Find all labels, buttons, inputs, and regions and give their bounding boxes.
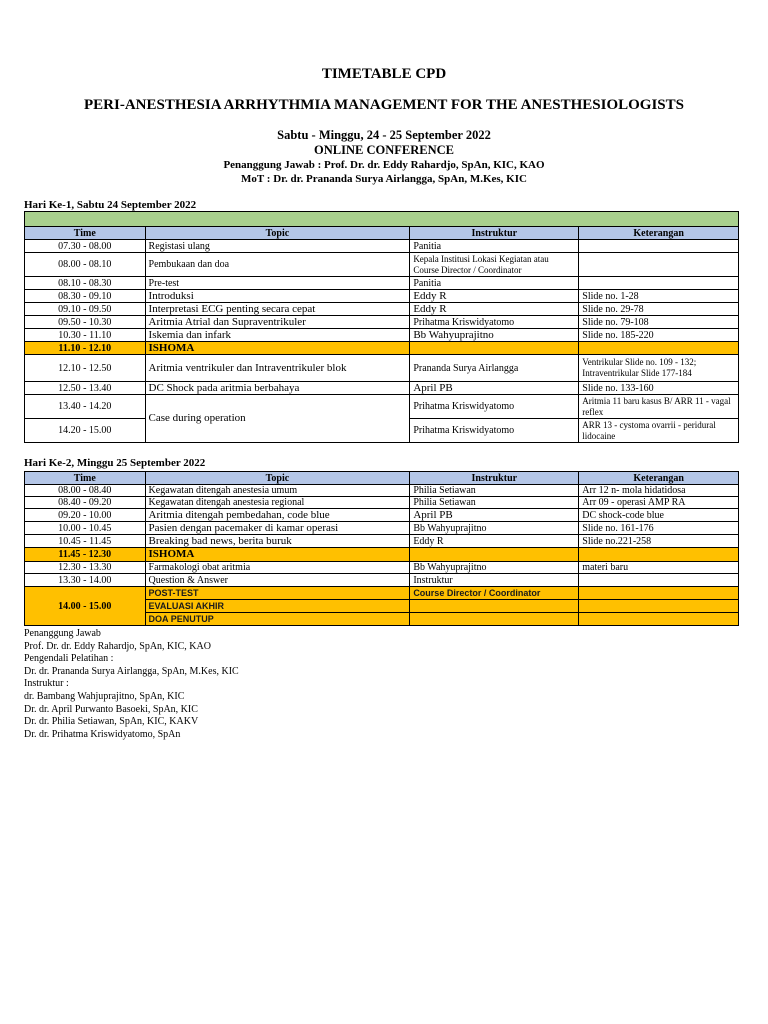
time-cell: 08.00 - 08.40 [25, 485, 146, 497]
time-cell: 08.00 - 08.10 [25, 253, 146, 277]
closing-prayer-label: DOA PENUTUP [145, 613, 410, 626]
time-cell: 08.40 - 09.20 [25, 497, 146, 509]
time-cell: 12.50 - 13.40 [25, 382, 146, 395]
instructor-cell: April PB [410, 382, 579, 395]
topic-cell: Pre-test [145, 277, 410, 290]
notes-cell: Slide no. 161-176 [579, 522, 739, 535]
topic-cell: Introduksi [145, 290, 410, 303]
instructor-cell [410, 548, 579, 562]
day1-timetable [24, 211, 739, 443]
course-title: PERI-ANESTHESIA ARRHYTHMIA MANAGEMENT FOR THE ANESTHESIOLOGISTS [84, 97, 684, 113]
post-test-label: POST-TEST [145, 587, 410, 600]
topic-cell: Question & Answer [145, 574, 410, 587]
notes-cell [579, 277, 739, 290]
green-band [25, 212, 739, 227]
time-cell: 09.10 - 09.50 [25, 303, 146, 316]
table-row [25, 535, 739, 548]
notes-cell: ARR 13 - cystoma ovarrii - peridural lidocaine [579, 419, 739, 443]
col-topic-header: Topic [145, 227, 410, 240]
instructor-cell: Panitia [410, 277, 579, 290]
conference-type: ONLINE CONFERENCE [314, 143, 454, 157]
footer-credits [24, 628, 239, 741]
instructor-cell: Eddy R [410, 290, 579, 303]
table-header [25, 472, 739, 485]
topic-cell: Kegawatan ditengah anestesia regional [145, 497, 410, 509]
time-cell: 12.30 - 13.30 [25, 562, 146, 574]
topic-cell: Registasi ulang [145, 240, 410, 253]
instructor-cell: Instruktur [410, 574, 579, 587]
table-row [25, 303, 739, 316]
time-cell: 07.30 - 08.00 [25, 240, 146, 253]
time-cell: 13.40 - 14.20 [25, 395, 146, 419]
instructor-cell [410, 613, 579, 626]
instructor-cell: Course Director / Coordinator [410, 587, 579, 600]
instructor-cell: Prihatma Kriswidyatomo [410, 316, 579, 329]
topic-cell: Aritmia ventrikuler dan Intraventrikuler blok [145, 355, 410, 382]
time-cell: 10.00 - 10.45 [25, 522, 146, 535]
table-row [25, 240, 739, 253]
table-row [25, 497, 739, 509]
instructor-cell: Philia Setiawan [410, 497, 579, 509]
notes-cell: Slide no. 29-78 [579, 303, 739, 316]
break-row [25, 342, 739, 355]
time-cell: 08.30 - 09.10 [25, 290, 146, 303]
time-cell: 10.45 - 11.45 [25, 535, 146, 548]
col-notes-header: Keterangan [579, 227, 739, 240]
notes-cell: Slide no. 79-108 [579, 316, 739, 329]
instructor-cell: Bb Wahyuprajitno [410, 329, 579, 342]
table-row [25, 355, 739, 382]
notes-cell: Arr 12 n- mola hidatidosa [579, 485, 739, 497]
topic-cell: Farmakologi obat aritmia [145, 562, 410, 574]
topic-cell: DC Shock pada aritmia berbahaya [145, 382, 410, 395]
day2-timetable [24, 471, 739, 626]
notes-cell [579, 253, 739, 277]
time-cell: 08.10 - 08.30 [25, 277, 146, 290]
instructor-cell: April PB [410, 509, 579, 522]
instructor-cell: Panitia [410, 240, 579, 253]
notes-cell: DC shock-code blue [579, 509, 739, 522]
table-row [25, 587, 739, 600]
table-header [25, 227, 739, 240]
col-instructor-header: Instruktur [410, 472, 579, 485]
person-in-charge: Penanggung Jawab : Prof. Dr. dr. Eddy Rahardjo, SpAn, KIC, KAO [223, 159, 545, 171]
break-label: ISHOMA [145, 548, 410, 562]
final-evaluation-label: EVALUASI AKHIR [145, 600, 410, 613]
footer-line: Dr. dr. April Purwanto Basoeki, SpAn, KIC [24, 703, 198, 715]
topic-cell: Pembukaan dan doa [145, 253, 410, 277]
instructor-cell: Eddy R [410, 535, 579, 548]
table-row [25, 395, 739, 419]
time-cell: 10.30 - 11.10 [25, 329, 146, 342]
day2-title: Hari Ke-2, Minggu 25 September 2022 [24, 457, 206, 469]
notes-cell [579, 613, 739, 626]
notes-cell: Arr 09 - operasi AMP RA [579, 497, 739, 509]
col-time-header: Time [25, 227, 146, 240]
time-cell: 11.45 - 12.30 [25, 548, 146, 562]
time-cell: 14.20 - 15.00 [25, 419, 146, 443]
footer-line: dr. Bambang Wahjuprajitno, SpAn, KIC [24, 690, 185, 702]
time-cell: 09.20 - 10.00 [25, 509, 146, 522]
col-topic-header: Topic [145, 472, 410, 485]
topic-cell: Iskemia dan infark [145, 329, 410, 342]
table-row [25, 522, 739, 535]
table-row [25, 485, 739, 497]
instructor-cell: Prihatma Kriswidyatomo [410, 419, 579, 443]
instructor-cell [410, 600, 579, 613]
topic-cell: Case during operation [145, 395, 410, 443]
notes-cell [579, 240, 739, 253]
document-title: TIMETABLE CPD [321, 66, 447, 82]
table-row [25, 253, 739, 277]
notes-cell: Aritmia 11 baru kasus B/ ARR 11 - vagal reflex [579, 395, 739, 419]
topic-cell: Interpretasi ECG penting secara cepat [145, 303, 410, 316]
topic-cell: Aritmia ditengah pembedahan, code blue [145, 509, 410, 522]
instructor-cell [410, 342, 579, 355]
table-row [25, 290, 739, 303]
footer-line: Prof. Dr. dr. Eddy Rahardjo, SpAn, KIC, KAO [24, 640, 211, 652]
col-time-header: Time [25, 472, 146, 485]
topic-cell: Kegawatan ditengah anestesia umum [145, 485, 410, 497]
footer-line: Pengendali Pelatihan : [24, 653, 114, 665]
notes-cell [579, 600, 739, 613]
table-row [25, 509, 739, 522]
time-cell: 12.10 - 12.50 [25, 355, 146, 382]
instructor-cell: Bb Wahyuprajitno [410, 562, 579, 574]
notes-cell: Slide no. 1-28 [579, 290, 739, 303]
notes-cell [579, 587, 739, 600]
col-instructor-header: Instruktur [410, 227, 579, 240]
table-row [25, 329, 739, 342]
day1-title: Hari Ke-1, Sabtu 24 September 2022 [24, 199, 197, 211]
footer-line: Dr. dr. Philia Setiawan, SpAn, KIC, KAKV [24, 716, 199, 728]
notes-cell: Slide no. 133-160 [579, 382, 739, 395]
footer-line: Dr. dr. Prihatma Kriswidyatomo, SpAn [24, 728, 181, 740]
time-cell: 14.00 - 15.00 [25, 587, 146, 626]
time-cell: 13.30 - 14.00 [25, 574, 146, 587]
instructor-cell: Eddy R [410, 303, 579, 316]
event-date: Sabtu - Minggu, 24 - 25 September 2022 [277, 128, 491, 142]
time-cell: 09.50 - 10.30 [25, 316, 146, 329]
col-notes-header: Keterangan [579, 472, 739, 485]
master-of-training: MoT : Dr. dr. Prananda Surya Airlangga, SpAn, M.Kes, KIC [241, 173, 527, 185]
instructor-cell: Prihatma Kriswidyatomo [410, 395, 579, 419]
break-row [25, 548, 739, 562]
notes-cell [579, 574, 739, 587]
footer-line: Dr. dr. Prananda Surya Airlangga, SpAn, M.Kes, KIC [24, 665, 239, 677]
notes-cell: materi baru [579, 562, 739, 574]
topic-cell: Aritmia Atrial dan Supraventrikuler [145, 316, 410, 329]
notes-cell: Slide no.221-258 [579, 535, 739, 548]
time-cell: 11.10 - 12.10 [25, 342, 146, 355]
footer-line: Penanggung Jawab [24, 628, 101, 639]
notes-cell [579, 548, 739, 562]
notes-cell [579, 342, 739, 355]
footer-line: Instruktur : [24, 678, 69, 690]
notes-cell: Ventrikular Slide no. 109 - 132; Intraventrikular Slide 177-184 [579, 355, 739, 382]
table-row [25, 316, 739, 329]
instructor-cell: Bb Wahyuprajitno [410, 522, 579, 535]
instructor-cell: Philia Setiawan [410, 485, 579, 497]
table-row [25, 277, 739, 290]
topic-cell: Breaking bad news, berita buruk [145, 535, 410, 548]
instructor-cell: Prananda Surya Airlangga [410, 355, 579, 382]
notes-cell: Slide no. 185-220 [579, 329, 739, 342]
break-label: ISHOMA [145, 342, 410, 355]
table-row [25, 574, 739, 587]
table-row [25, 562, 739, 574]
topic-cell: Pasien dengan pacemaker di kamar operasi [145, 522, 410, 535]
table-row [25, 382, 739, 395]
instructor-cell: Kepala Institusi Lokasi Kegiatan atau Course Director / Coordinator [410, 253, 579, 277]
